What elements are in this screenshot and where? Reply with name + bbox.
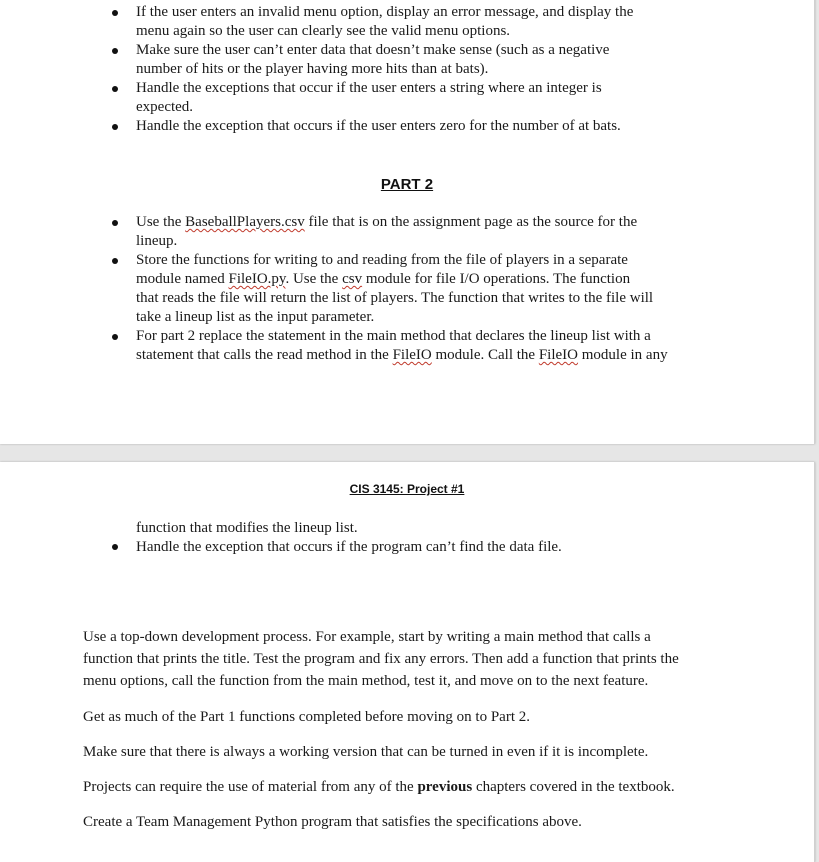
filename-fileio: FileIO.py — [228, 271, 286, 287]
list-item-fileio-l4: take a lineup list as the input parameter. — [136, 309, 375, 325]
bullet-icon — [112, 220, 118, 226]
part2-heading: PART 2 — [380, 176, 434, 193]
list-item-string-exception-l2: expected. — [136, 99, 194, 115]
bullet-icon — [112, 48, 118, 54]
paragraph-top-down-l3: menu options, call the function from the main method, test it, and move on to the next feature. — [83, 673, 649, 689]
paragraph-top-down-l2: function that prints the title. Test the program and fix any errors. Then add a function that prints the — [83, 651, 679, 667]
text-span: module named — [136, 271, 229, 287]
list-item-replace-l1: For part 2 replace the statement in the main method that declares the lineup list with a — [136, 328, 651, 344]
bullet-icon — [112, 124, 118, 130]
document-page-2 — [0, 462, 815, 862]
paragraph-top-down-l1: Use a top-down development process. For example, start by writing a main method that calls a — [83, 629, 651, 645]
text-span: . Use the — [285, 271, 343, 287]
list-item-fileio-l2 — [136, 270, 630, 289]
text-span: statement that calls the read method in the — [136, 347, 393, 363]
text-span: module. Call the — [431, 347, 539, 363]
text-span: Projects can require the use of material from any of the — [83, 779, 418, 795]
text-span: module for file I/O operations. The function — [362, 271, 631, 287]
list-item-data-file-exception: Handle the exception that occurs if the program can’t find the data file. — [136, 539, 562, 555]
bold-text: previous — [417, 779, 473, 795]
text-span: file that is on the assignment page as the source for the — [304, 214, 638, 230]
text-span: module in any — [578, 347, 668, 363]
paragraph-previous-chapters — [83, 776, 675, 798]
bullet-icon — [112, 10, 118, 16]
page-header: CIS 3145: Project #1 — [349, 482, 465, 496]
list-item-string-exception-l1: Handle the exceptions that occur if the user enters a string where an integer is — [136, 80, 602, 96]
list-item-invalid-menu-l2: menu again so the user can clearly see the valid menu options. — [136, 23, 511, 39]
list-item-zero-at-bats: Handle the exception that occurs if the user enters zero for the number of at bats. — [136, 118, 621, 134]
filename-baseballplayers: BaseballPlayers.csv — [185, 214, 305, 230]
list-item-fileio-l1: Store the functions for writing to and reading from the file of players in a separate — [136, 252, 628, 268]
list-item-continuation: function that modifies the lineup list. — [136, 520, 358, 536]
list-item-fileio-l3: that reads the file will return the list of players. The function that writes to the file will — [136, 290, 654, 306]
bullet-icon — [112, 334, 118, 340]
bullet-icon — [112, 258, 118, 264]
list-item-baseball-csv-l1 — [136, 213, 637, 232]
list-item-baseball-csv-l2: lineup. — [136, 233, 178, 249]
module-fileio: FileIO — [392, 347, 432, 363]
list-item-invalid-menu-l1: If the user enters an invalid menu option, display an error message, and display the — [136, 4, 634, 20]
list-item-replace-l2 — [136, 346, 668, 365]
paragraph-create-program: Create a Team Management Python program that satisfies the specifications above. — [83, 814, 582, 830]
module-fileio: FileIO — [538, 347, 579, 363]
module-csv: csv — [342, 271, 363, 287]
paragraph-part1-first: Get as much of the Part 1 functions completed before moving on to Part 2. — [83, 709, 530, 725]
bullet-icon — [112, 544, 118, 550]
bullet-icon — [112, 86, 118, 92]
text-span: Use the — [136, 214, 186, 230]
list-item-valid-data-l2: number of hits or the player having more hits than at bats). — [136, 61, 489, 77]
text-span: chapters covered in the textbook. — [472, 779, 675, 795]
paragraph-working-version: Make sure that there is always a working version that can be turned in even if it is incomplete. — [83, 744, 649, 760]
list-item-valid-data-l1: Make sure the user can’t enter data that doesn’t make sense (such as a negative — [136, 42, 610, 58]
